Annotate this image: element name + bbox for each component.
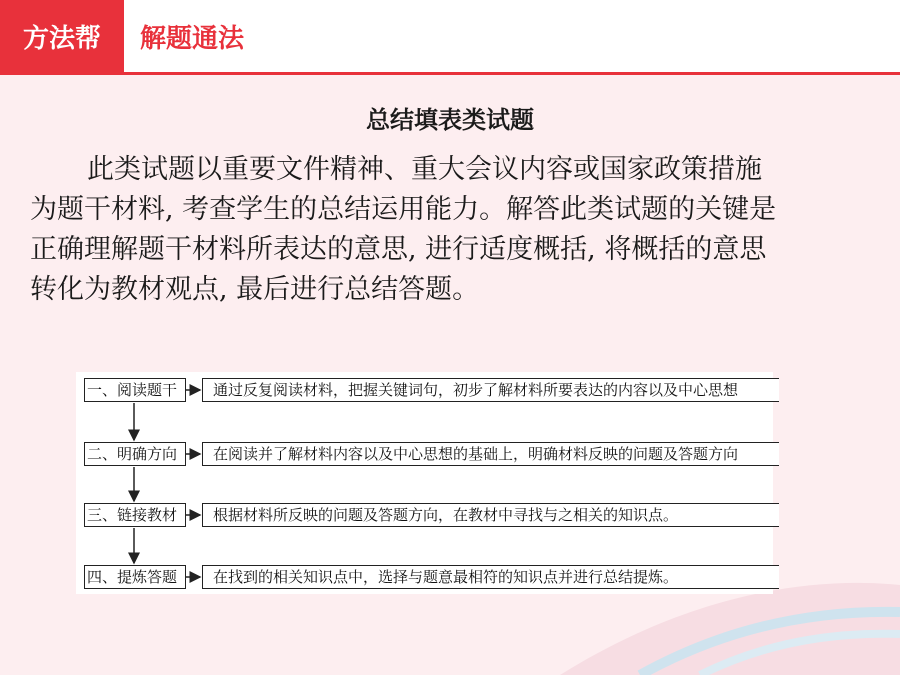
flow-arrows bbox=[76, 372, 773, 594]
solving-steps-flowchart bbox=[76, 372, 773, 594]
paragraph-line: 此类试题以重要文件精神、重大会议内容或国家政策措施 bbox=[87, 154, 762, 185]
header-bar bbox=[0, 0, 900, 75]
paragraph-line: 正确理解题干材料所表达的意思, 进行适度概括, 将概括的意思 bbox=[30, 234, 767, 265]
step-box-textbook: 三、链接教材 bbox=[84, 503, 186, 527]
paragraph-line: 转化为教材观点, 最后进行总结答题。 bbox=[30, 274, 480, 305]
desc-box-textbook: 根据材料所反映的问题及答题方向，在教材中寻找与之相关的知识点。 bbox=[202, 503, 779, 527]
desc-box-read: 通过反复阅读材料，把握关键词句，初步了解材料所要表达的内容以及中心思想 bbox=[202, 378, 779, 402]
section-title: 总结填表类试题 bbox=[366, 105, 534, 134]
step-box-read: 一、阅读题干 bbox=[84, 378, 186, 402]
step-box-direction: 二、明确方向 bbox=[84, 442, 186, 466]
paragraph-line: 为题干材料, 考查学生的总结运用能力。解答此类试题的关键是 bbox=[30, 194, 777, 225]
header-tag: 方法帮 bbox=[0, 0, 124, 72]
step-box-answer: 四、提炼答题 bbox=[84, 565, 186, 589]
header-title: 解题通法 bbox=[140, 23, 245, 54]
desc-box-answer: 在找到的相关知识点中，选择与题意最相符的知识点并进行总结提炼。 bbox=[202, 565, 779, 589]
desc-box-direction: 在阅读并了解材料内容以及中心思想的基础上，明确材料反映的问题及答题方向 bbox=[202, 442, 779, 466]
intro-paragraph bbox=[30, 150, 870, 310]
